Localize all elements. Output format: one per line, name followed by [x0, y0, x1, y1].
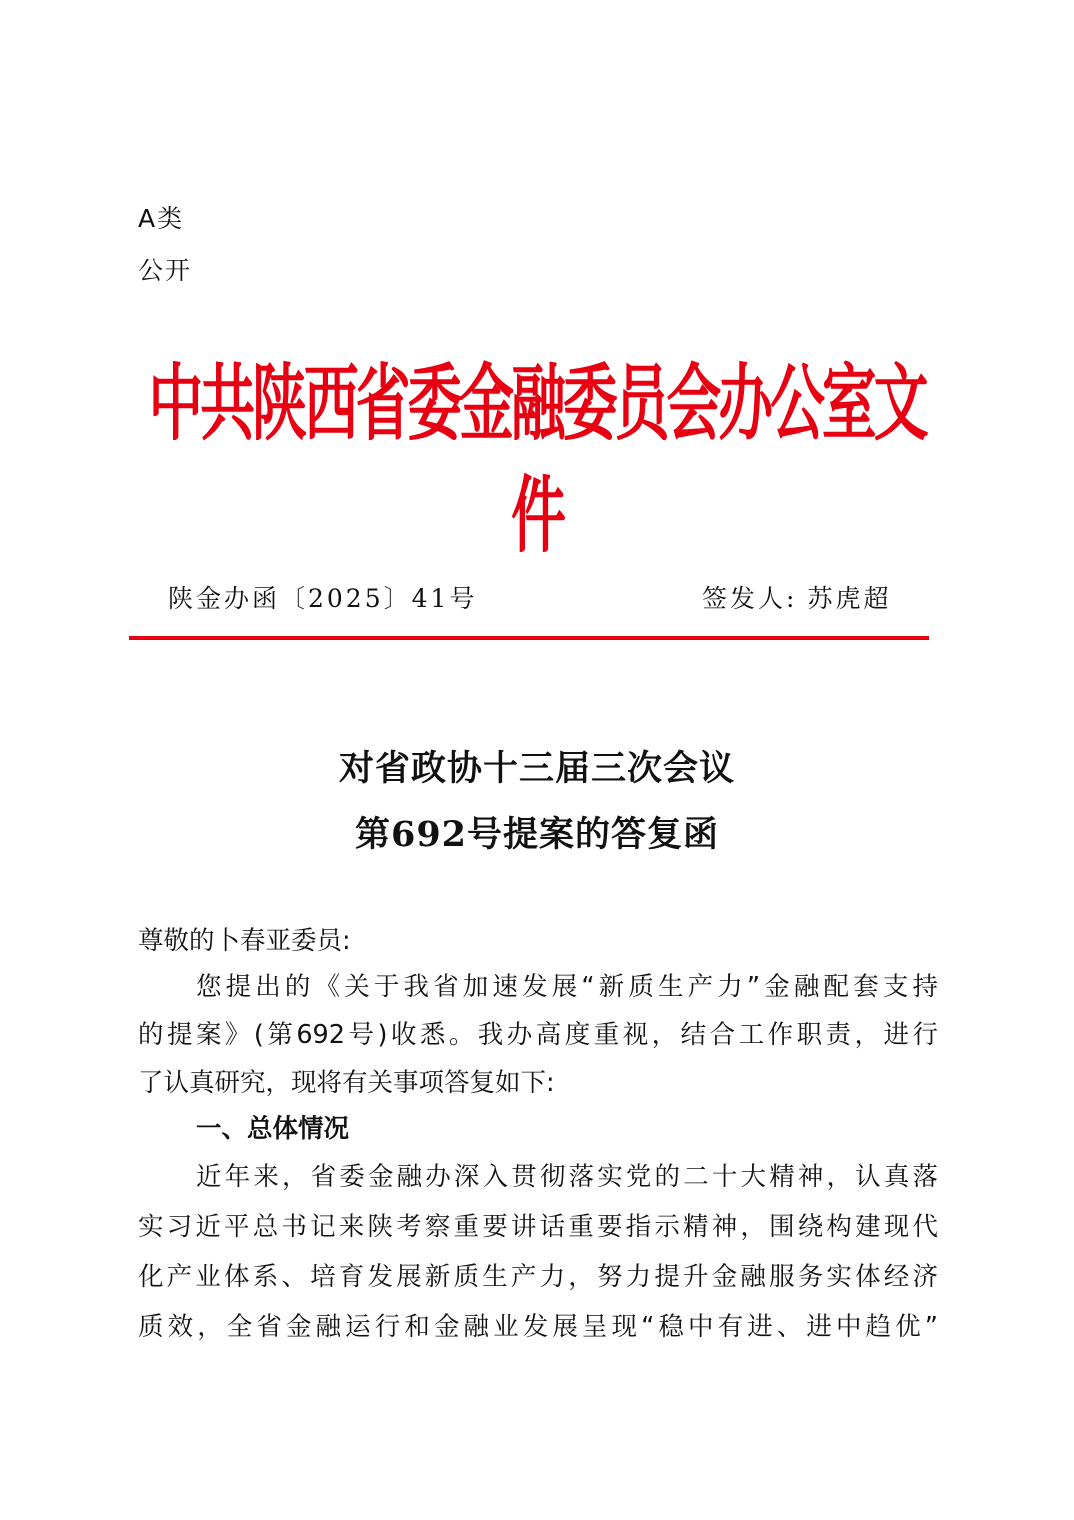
document-number: 陕金办函〔2025〕41号 [168, 584, 478, 613]
salutation: 尊敬的卜春亚委员: [138, 926, 351, 956]
paragraph-line: 质效，全省金融运行和金融业发展呈现“稳中有进、进中趋优” [138, 1312, 938, 1342]
document-title-line-1: 对省政协十三届三次会议 [338, 748, 735, 789]
red-divider-line [129, 636, 929, 640]
signer-label: 签发人: [702, 584, 798, 613]
category-label: A类 [138, 204, 185, 233]
paragraph-line: 化产业体系、培育发展新质生产力，努力提升金融服务实体经济 [138, 1262, 938, 1292]
signer-name: 苏虎超 [807, 584, 892, 613]
document-title-line-2: 第692号提案的答复函 [354, 814, 720, 855]
paragraph-line: 的提案》(第692号)收悉。我办高度重视，结合工作职责，进行 [138, 1020, 938, 1050]
paragraph-line: 您提出的《关于我省加速发展“新质生产力”金融配套支持 [196, 972, 938, 1002]
paragraph-line: 实习近平总书记来陕考察重要讲话重要指示精神，围绕构建现代 [138, 1212, 938, 1242]
section-heading-overview: 一、总体情况 [196, 1114, 350, 1144]
disclosure-label: 公开 [138, 256, 193, 285]
paragraph-line: 近年来，省委金融办深入贯彻落实党的二十大精神，认真落 [196, 1162, 938, 1192]
masthead-title: 中共陕西省委金融委员会办公室文件 [148, 355, 926, 565]
signer-info [702, 582, 891, 616]
paragraph-line: 了认真研究，现将有关事项答复如下: [138, 1068, 555, 1098]
